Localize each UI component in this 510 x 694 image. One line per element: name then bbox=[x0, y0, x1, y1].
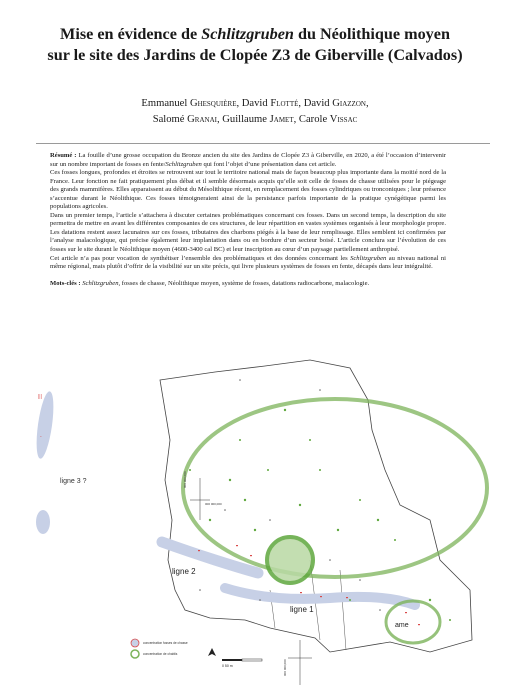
scale-label: 0 50 m bbox=[222, 664, 233, 668]
map-legend bbox=[131, 639, 188, 658]
resume-label: Résumé : bbox=[50, 152, 77, 159]
author-last: Vissac bbox=[329, 114, 358, 125]
author-last: Giazzon bbox=[332, 98, 366, 109]
abstract-p3: Dans un premier temps, l’article s’attachera à discuter certaines problématiques concernant ces fosses. Dans un second temps, la description du site permettra de mettre en avant les différentes composantes de ces structures, de leur répartition en vastes systèmes organisés à leur morphologie propre. Les datations restent assez lacunaires sur ces fosses, tributaires des charbons piégés à la base de leur remplissage. Elles semblent ici confirmées par l’analyse malacologique, qui précise également leur implantation dans ou en bordure d’un secteur boisé. L’article conclura sur l’évolution de ces fosses sur le site durant le Néolithique moyen (4600-3400 cal BC) et leur inscription au cœur d’un paysage partiellement anthropisé. bbox=[50, 211, 446, 254]
abstract-p2: Ces fosses longues, profondes et étroites se retrouvent sur tout le territoire national mais de façon beaucoup plus importante dans la moitié nord de la France. Leur fonction ne fait pratiquement plus débat et il semble désormais acquis qu’elle soit celle de fosses de chasse utilisées pour le piégeage des grands mammifères. Elles apparaissent au début du Mésolithique récent, en remplacement des fosses cylindriques ou tronconiques ; leur présence s’accentue durant le Néolithique. Ces fosses témoigneraient ainsi de la persistance parfois importante de la pratique cynégétique parmi les populations agricoles. bbox=[50, 169, 446, 211]
map-mark: - bbox=[40, 434, 42, 440]
legend-red-label: concentration fosses de chasse bbox=[143, 641, 188, 645]
title-italic: Schlitzgruben bbox=[201, 25, 294, 43]
keywords bbox=[50, 280, 446, 289]
north-arrow-icon bbox=[208, 648, 216, 656]
title-line2: sur le site des Jardins de Clopée Z3 de Giberville (Calvados) bbox=[47, 46, 463, 64]
title-prefix: Mise en évidence de bbox=[60, 25, 202, 43]
author-list: Emmanuel Ghesquière, David Flotté, David Giazzon, Salomé Granai, Guillaume Jamet, Carole Vissac bbox=[141, 98, 369, 125]
isolated-feature-cluster bbox=[36, 510, 50, 534]
author-first: Salomé bbox=[152, 114, 188, 125]
p1-end: qui font l’objet d’une présentation dans cet article. bbox=[201, 160, 337, 168]
isolated-feature-cluster bbox=[33, 390, 56, 459]
abstract-p1 bbox=[50, 152, 446, 169]
abstract bbox=[50, 152, 446, 288]
author-first: Emmanuel bbox=[141, 98, 190, 109]
site-plan-map bbox=[0, 348, 510, 694]
label-ligne3: ligne 3 ? bbox=[60, 478, 87, 485]
author-first: David bbox=[303, 98, 333, 109]
author-first: Carole bbox=[298, 114, 330, 125]
title-suffix: du Néolithique moyen bbox=[293, 25, 450, 43]
author-last: Granai bbox=[187, 114, 217, 125]
p4-text: Cet article n’a pas pour vocation de synthétiser l’ensemble des problématiques et des données concernant les bbox=[50, 254, 351, 262]
keywords-rest: , fosses de chasse, Néolithique moyen, système de fosses, datations radiocarbone, malacologie. bbox=[118, 279, 370, 287]
author-last: Flotté bbox=[270, 98, 299, 109]
keywords-label: Mots-clés : bbox=[50, 279, 81, 287]
map-mark: ||| bbox=[38, 394, 42, 400]
separator-rule bbox=[36, 143, 490, 144]
coord-label: 000 000,000 bbox=[205, 502, 222, 506]
abstract-p4 bbox=[50, 255, 446, 272]
scale-bar bbox=[242, 659, 262, 661]
legend-red-swatch bbox=[131, 639, 139, 647]
p1-text: La fouille d’une grosse occupation du Bronze ancien du site des Jardins de Clopée Z3 à Giberville, en 2020, a été l’occasion d’intervenir sur un nombre important de fosses en fente/ bbox=[50, 152, 446, 168]
p4-end: au niveau national ni même régional, mais plutôt d’offrir de la visibilité sur un site précis, qui livre plusieurs systèmes de fosses en fente, décapés dans leur intégralité. bbox=[50, 254, 446, 271]
author-first: David bbox=[241, 98, 271, 109]
legend-green-swatch bbox=[131, 650, 139, 658]
keywords-italic: Schlitzgruben bbox=[82, 279, 119, 287]
label-ame: ame bbox=[395, 622, 409, 629]
legend-green-label: concentration de chablis bbox=[143, 652, 178, 656]
author-first: Guillaume bbox=[222, 114, 270, 125]
concentration-ring-large bbox=[183, 399, 487, 577]
article-title bbox=[10, 24, 500, 66]
label-ligne1: ligne 1 bbox=[290, 605, 314, 614]
author-last: Ghesquière bbox=[189, 98, 237, 109]
author-last: Jamet bbox=[269, 114, 294, 125]
p4-italic: Schlitzgruben bbox=[350, 254, 387, 262]
coord-label: 000 000,000 bbox=[283, 659, 287, 676]
p1-italic: Schlitzgruben bbox=[165, 160, 202, 168]
concentration-ring-center bbox=[267, 537, 313, 583]
label-ligne2: ligne 2 bbox=[172, 567, 196, 576]
coord-label: 000 000,000 bbox=[183, 471, 187, 488]
scale-bar bbox=[222, 659, 242, 661]
